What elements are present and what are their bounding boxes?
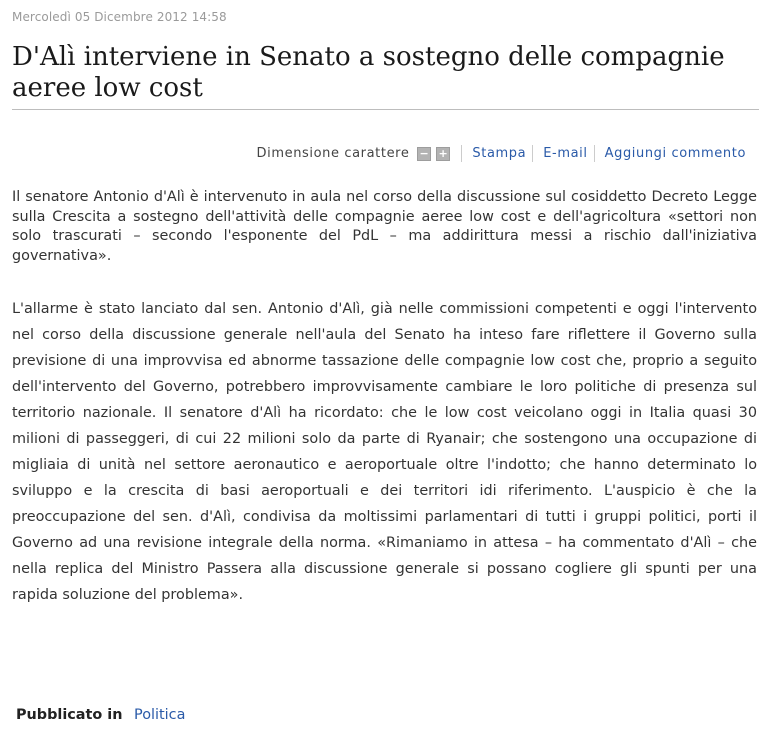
toolbar-separator xyxy=(532,145,533,162)
title-divider xyxy=(12,109,759,110)
article-toolbar xyxy=(257,145,746,162)
font-size-label: Dimensione carattere xyxy=(256,146,410,161)
published-label: Pubblicato in xyxy=(16,707,123,723)
font-increase-icon[interactable]: + xyxy=(436,147,450,161)
article-paragraph: Il senatore Antonio d'Alì è intervenuto in aula nel corso della discussione sul cosiddetto Decreto Legge sulla Crescita a sostegno dell'attività delle compagnie aeree low cost e dell'agricoltura «settori non solo trascurati – secondo l'esponente del PdL – ma addirittura messi a rischio dall'iniziativa governativa». xyxy=(12,189,757,264)
article-date: Mercoledì 05 Dicembre 2012 14:58 xyxy=(12,10,227,24)
article-paragraph: L'allarme è stato lanciato dal sen. Antonio d'Alì, già nelle commissioni competenti e oggi l'intervento nel corso della discussione generale nell'aula del Senato ha inteso fare riflettere il Governo sulla previsione di una improvvisa ed abnorme tassazione delle compagnie low cost che, proprio a seguito dell'intervento del Governo, potrebbero improvvisamente cambiare le loro politiche di presenza sul territorio nazionale. Il senatore d'Alì ha ricordato: che le low cost veicolano oggi in Italia quasi 30 milioni di passeggeri, di cui 22 milioni solo da parte di Ryanair; che sostengono una occupazione di migliaia di unità nel settore aeronautico e aeroportuale oltre l'indotto; che hanno determinato lo sviluppo e la crescita di basi aeroportuali e dei territori idi riferimento. L'auspicio è che la preoccupazione del sen. d'Alì, condivisa da moltissimi parlamentari di tutti i gruppi politici, porti il Governo ad una revisione integrale della norma. «Rimaniamo in attesa – ha commentato d'Alì – che nella replica del Ministro Passera alla discussione generale si possano cogliere gli spunti per una rapida soluzione del problema». xyxy=(12,301,757,603)
category-link[interactable]: Politica xyxy=(134,707,186,723)
add-comment-link[interactable]: Aggiungi commento xyxy=(604,146,746,161)
article-title: D'Alì interviene in Senato a sostegno delle compagnie aeree low cost xyxy=(12,42,725,103)
email-link[interactable]: E-mail xyxy=(543,146,588,161)
article-body xyxy=(12,188,757,608)
toolbar-separator xyxy=(594,145,595,162)
font-decrease-icon[interactable]: − xyxy=(417,147,431,161)
toolbar-separator xyxy=(461,145,462,162)
published-in xyxy=(16,707,185,723)
print-link[interactable]: Stampa xyxy=(472,146,527,161)
